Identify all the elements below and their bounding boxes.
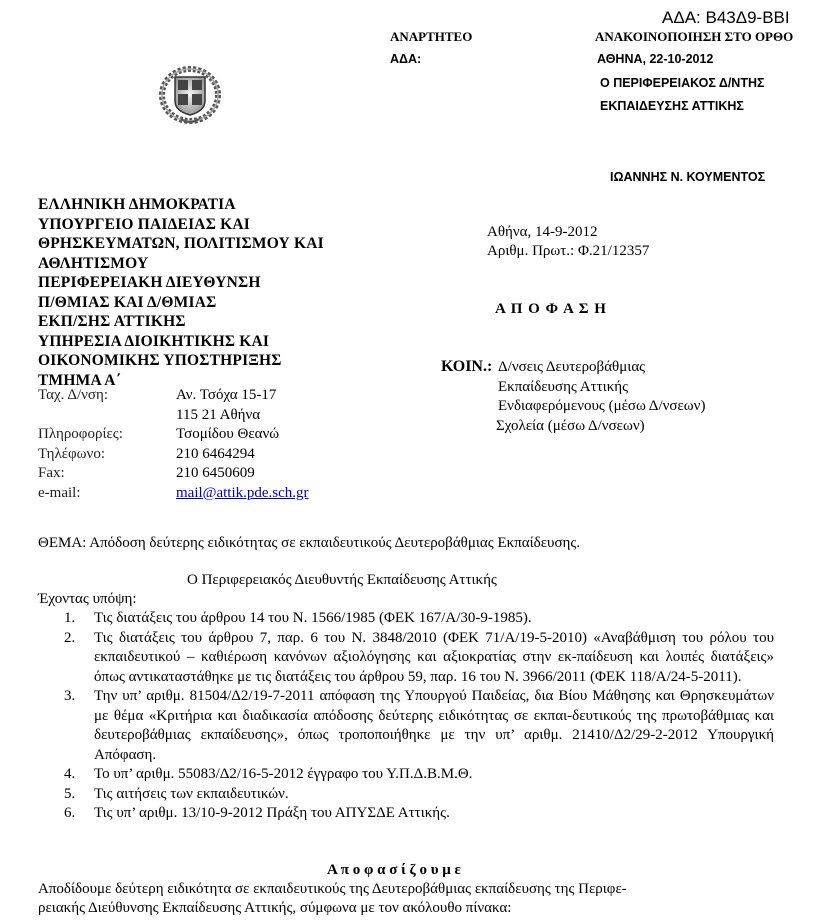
sender-line: Π/ΘΜΙΑΣ ΚΑΙ Δ/ΘΜΙΑΣ [38,293,217,311]
item-text: Την υπ’ αριθμ. 81504/Δ2/19-7-2011 απόφαση της Υπουργού Παιδείας, δια Βίου Μάθησης και Θρησκευμάτων με θέμα «Κριτήρια και διαδικασία απόδοσης δεύτερης ειδικότητας σε εκπαι-δευτικούς της πρωτοβάθμιας και δευτεροβάθμιας εκπαίδευσης», όπως τροποποιήθηκε με την υπ’ αριθμ. 21410/Δ2/29-2-2012 Υπουργική Απόφαση. [94,688,774,763]
signer-title-line1: Ο ΠΕΡΙΦΕΡΕΙΑΚΟΣ Δ/ΝΤΗΣ [600,76,765,90]
info-value: Τσομίδου Θεανώ [176,426,280,442]
post-label: ΑΝΑΡΤΗΤΕΟ [390,29,473,44]
sender-line: ΤΜΗΜΑ Α΄ [38,371,121,389]
koin-line: Δ/νσεις Δευτεροβάθμιας [498,359,646,375]
contact-block [38,386,309,503]
list-item [64,785,774,805]
sender-line: ΟΙΚΟΝΟΜΙΚΗΣ ΥΠΟΣΤΗΡΙΞΗΣ [38,352,282,369]
item-text: Τις διατάξεις του άρθρου 7, παρ. 6 του Ν. 3848/2010 (ΦΕΚ 71/Α/19-5-2010) «Αναβάθμιση του ρόλου του εκπαιδευτικού – καθιέρωση κανόνων αξιολόγησης και αξιοκρατίας στην εκ-παίδευση και λοιπές διατάξεις» όπως αντικαταστάθηκε με τις διατάξεις του άρθρου 59, παρ. 16 του Ν. 3966/2011 (ΦΕΚ 118/Α/24-5-2011). [94,629,774,685]
list-item [64,804,774,824]
koin-line: Ενδιαφερόμενους (μέσω Δ/νσεων) [498,398,706,414]
item-text: Τις αιτήσεις των εκπαιδευτικών. [94,785,289,802]
fax-label: Fax: [38,465,65,481]
decide-heading: Α π ο φ α σ ί ζ ο υ μ ε [327,862,461,878]
address-line2: 115 21 Αθήνα [176,406,261,423]
email-link[interactable]: mail@attik.pde.sch.gr [176,484,309,501]
sender-line: ΘΡΗΣΚΕΥΜΑΤΩΝ, ΠΟΛΙΤΙΣΜΟΥ ΚΑΙ [38,235,324,252]
subject: ΘΕΜΑ: Απόδοση δεύτερης ειδικότητας σε εκπαιδευτικούς Δευτεροβάθμιας Εκπαίδευσης. [38,535,581,551]
list-item [64,629,774,688]
document-date: Αθήνα, 14-9-2012 [487,224,598,240]
greek-coat-of-arms-icon [158,65,222,129]
signer-title-line2: ΕΚΠΑΙΔΕΥΣΗΣ ΑΤΤΙΚΗΣ [600,99,744,113]
sender-line: ΥΠΗΡΕΣΙΑ ΔΙΟΙΚΗΤΙΚΗΣ ΚΑΙ [38,332,270,350]
item-number: 2. [64,629,76,646]
considering-label: Έχοντας υπόψη: [38,591,137,607]
authority: Ο Περιφερειακός Διευθυντής Εκπαίδευσης Αττικής [187,572,497,588]
sender-line: ΑΘΛΗΤΙΣΜΟΥ [38,254,149,272]
item-number: 3. [64,688,76,704]
phone-value: 210 6464294 [176,445,255,462]
ada-label: ΑΔΑ: [390,52,422,66]
decision-title: Α Π Ο Φ Α Σ Η [495,301,607,317]
protocol-number: Αριθμ. Πρωτ.: Φ.21/12357 [487,243,650,259]
info-label: Πληροφορίες: [38,426,123,442]
sender-block [38,195,324,390]
item-number: 6. [64,805,76,821]
item-number: 5. [64,785,76,802]
list-item [64,687,774,765]
phone-label: Τηλέφωνο: [38,445,106,462]
address-line1: Αν. Τσόχα 15-17 [176,387,277,403]
sender-line: ΥΠΟΥΡΓΕΙΟ ΠΑΙΔΕΙΑΣ ΚΑΙ [38,215,250,233]
list-item [64,609,774,629]
item-text: Το υπ’ αριθμ. 55083/Δ2/16-5-2012 έγγραφο του Υ.Π.Δ.Β.Μ.Θ. [94,766,473,782]
koin-label: ΚΟΙΝ.: [441,358,493,375]
decide-line1: Αποδίδουμε δεύτερη ειδικότητα σε εκπαιδευτικούς της Δευτεροβάθμιας εκπαίδευσης της Περιφε- [38,881,627,897]
item-number: 4. [64,766,76,782]
sender-line: ΕΛΛΗΝΙΚΗ ΔΗΜΟΚΡΑΤΙΑ [38,196,236,213]
sender-line: ΕΚΠ/ΣΗΣ ΑΤΤΙΚΗΣ [38,313,186,330]
list-item [64,765,774,785]
ada-watermark: ΑΔΑ: Β43Δ9-ΒΒΙ [662,8,790,27]
email-label: e-mail: [38,484,81,501]
signer-name: ΙΩΑΝΝΗΣ Ν. ΚΟΥΜΕΝΤΟΣ [610,170,766,184]
correction-label: ΑΝΑΚΟΙΝΟΠΟΙΗΣΗ ΣΤΟ ΟΡΘΟ [595,29,794,44]
correction-date: ΑΘΗΝΑ, 22-10-2012 [597,52,714,66]
sender-line: ΠΕΡΙΦΕΡΕΙΑΚΗ ΔΙΕΥΘΥΝΣΗ [38,274,261,291]
koin-list [498,358,705,436]
considerations-list [64,609,774,824]
koin-line: Σχολεία (μέσω Δ/νσεων) [496,417,645,434]
item-text: Τις διατάξεις του άρθρου 14 του Ν. 1566/1985 (ΦΕΚ 167/Α/30-9-1985). [94,610,532,626]
item-number: 1. [64,610,76,626]
koin-line: Εκπαίδευσης Αττικής [498,378,629,395]
decide-line2: ρειακής Διεύθυνσης Εκπαίδευσης Αττικής, σύμφωνα με τον ακόλουθο πίνακα: [38,900,512,916]
fax-value: 210 6450609 [176,465,255,481]
address-label: Ταχ. Δ/νση: [38,387,109,403]
item-text: Τις υπ’ αριθμ. 13/10-9-2012 Πράξη του ΑΠΥΣΔΕ Αττικής. [94,805,450,821]
